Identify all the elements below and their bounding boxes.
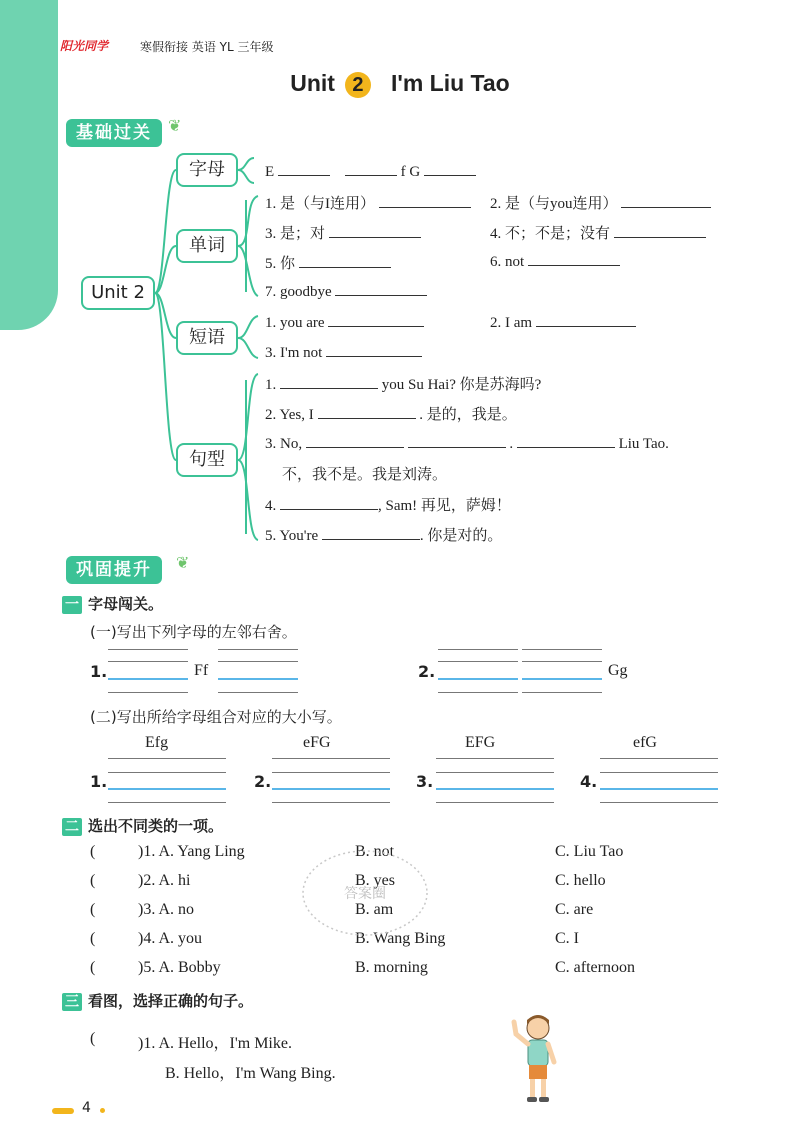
boy-illustration — [508, 1010, 564, 1106]
answer-blank[interactable] — [379, 194, 471, 208]
word-item: 1. 是（与I连用） — [265, 192, 471, 213]
branch-words: 单词 — [176, 229, 238, 263]
q2-row-4-c: C. I — [555, 930, 579, 947]
writing-baseline[interactable] — [218, 678, 298, 680]
branch-sentences: 句型 — [176, 443, 238, 477]
combo-1-number: 1. — [90, 772, 108, 791]
writing-baseline[interactable] — [438, 678, 518, 680]
q3-option-b: B. Hello，I'm Wang Bing. — [165, 1065, 336, 1082]
letter-blank[interactable] — [345, 162, 397, 176]
writing-baseline[interactable] — [522, 678, 602, 680]
writing-line[interactable] — [600, 802, 718, 803]
q2-row-4-b: B. Wang Bing — [355, 930, 446, 947]
answer-blank[interactable] — [335, 282, 427, 296]
footer-dot — [100, 1108, 105, 1113]
writing-baseline[interactable] — [600, 788, 718, 790]
question-1-heading: 一 字母闯关。 — [62, 593, 163, 614]
page-number: 4 — [82, 1100, 91, 1116]
q3-paren[interactable]: ( — [90, 1030, 96, 1047]
writing-line[interactable] — [108, 758, 226, 759]
writing-line[interactable] — [438, 649, 518, 650]
letter-blank[interactable] — [278, 162, 330, 176]
writing-line[interactable] — [108, 802, 226, 803]
q2-row-1-c: C. Liu Tao — [555, 843, 624, 860]
q1-item-1-letter: Ff — [194, 662, 209, 679]
answer-blank[interactable] — [318, 405, 416, 419]
q1-part2-instruction: (二)写出所给字母组合对应的大小写。 — [90, 708, 342, 726]
answer-blank[interactable] — [536, 313, 636, 327]
answer-blank[interactable] — [322, 526, 420, 540]
answer-blank[interactable] — [621, 194, 711, 208]
combo-2-number: 2. — [254, 772, 272, 791]
footer-bar — [52, 1108, 74, 1114]
q2-paren[interactable]: ( — [90, 930, 96, 947]
question-number-badge: 一 — [62, 596, 82, 614]
q2-row-5-a: )5. A. Bobby — [138, 959, 221, 976]
combo-3-number: 3. — [416, 772, 434, 791]
word-item: 4. 不；不是；没有 — [490, 222, 706, 243]
word-item: 5. 你 — [265, 252, 391, 273]
branch-letters: 字母 — [176, 153, 238, 187]
letter-e: E — [265, 164, 275, 180]
q2-row-1-b: B. not — [355, 843, 395, 860]
sentence-5: 5. You're . 你是对的。 — [265, 528, 503, 544]
letters-fg: f G — [400, 164, 421, 180]
writing-line[interactable] — [218, 649, 298, 650]
letter-blank[interactable] — [424, 162, 476, 176]
writing-line[interactable] — [218, 692, 298, 693]
sentence-3-translation: 不，我不是。我是刘涛。 — [282, 467, 448, 483]
question-number-badge: 三 — [62, 993, 82, 1011]
answer-blank[interactable] — [614, 224, 706, 238]
q2-row-2-b: B. yes — [355, 872, 395, 889]
sentence-3: 3. No, . Liu Tao. — [265, 436, 669, 452]
letters-row — [265, 162, 476, 181]
combo-4-text: efG — [633, 734, 657, 751]
combo-1-text: Efg — [145, 734, 169, 751]
q2-row-2-c: C. hello — [555, 872, 606, 889]
writing-line[interactable] — [600, 758, 718, 759]
word-item: 6. not — [490, 252, 620, 271]
writing-baseline[interactable] — [108, 788, 226, 790]
writing-baseline[interactable] — [272, 788, 390, 790]
mindmap-root: Unit 2 — [81, 276, 155, 310]
writing-line[interactable] — [436, 772, 554, 773]
answer-blank[interactable] — [328, 313, 424, 327]
writing-line[interactable] — [438, 661, 518, 662]
q2-paren[interactable]: ( — [90, 843, 96, 860]
phrase-item: 3. I'm not — [265, 343, 422, 362]
q2-row-3-b: B. am — [355, 901, 394, 918]
answer-blank[interactable] — [408, 434, 506, 448]
writing-baseline[interactable] — [436, 788, 554, 790]
sentence-4: 4. , Sam! 再见，萨姆！ — [265, 498, 511, 514]
q2-row-5-c: C. afternoon — [555, 959, 635, 976]
answer-blank[interactable] — [280, 496, 378, 510]
writing-line[interactable] — [108, 692, 188, 693]
question-number-badge: 二 — [62, 818, 82, 836]
q2-row-3-a: )3. A. no — [138, 901, 194, 918]
writing-line[interactable] — [272, 802, 390, 803]
combo-2-text: eFG — [303, 734, 331, 751]
combo-4-number: 4. — [580, 772, 598, 791]
q2-paren[interactable]: ( — [90, 872, 96, 889]
writing-line[interactable] — [436, 758, 554, 759]
phrase-item: 1. you are — [265, 313, 424, 332]
writing-line[interactable] — [522, 649, 602, 650]
q2-paren[interactable]: ( — [90, 901, 96, 918]
writing-line[interactable] — [108, 649, 188, 650]
brand-logo: 阳光同学 — [60, 39, 109, 53]
word-item: 2. 是（与you连用） — [490, 192, 711, 213]
watermark-stamp — [290, 838, 440, 948]
writing-line[interactable] — [600, 772, 718, 773]
answer-blank[interactable] — [280, 375, 378, 389]
q1-item-2-number: 2. — [418, 662, 436, 681]
q3-option-a: )1. A. Hello，I'm Mike. — [138, 1035, 292, 1052]
sentence-2: 2. Yes, I . 是的，我是。 — [265, 407, 517, 423]
writing-line[interactable] — [272, 758, 390, 759]
writing-line[interactable] — [522, 661, 602, 662]
sentence-1: 1. you Su Hai? 你是苏海吗? — [265, 377, 542, 393]
q2-row-5-b: B. morning — [355, 959, 428, 976]
leaf-icon: ❦ — [168, 116, 182, 135]
answer-blank[interactable] — [306, 434, 404, 448]
answer-blank[interactable] — [528, 252, 620, 266]
branch-phrases: 短语 — [176, 321, 238, 355]
writing-line[interactable] — [436, 802, 554, 803]
q2-row-1-a: )1. A. Yang Ling — [138, 843, 245, 860]
unit-number-badge: 2 — [345, 72, 371, 98]
writing-line[interactable] — [522, 692, 602, 693]
answer-blank[interactable] — [326, 343, 422, 357]
series-label: 寒假衔接 英语 YL 三年级 — [140, 40, 274, 54]
section-tab-consolidate: 巩固提升 — [66, 556, 162, 584]
writing-line[interactable] — [272, 772, 390, 773]
phrase-item: 2. I am — [490, 313, 636, 332]
writing-line[interactable] — [108, 772, 226, 773]
word-item: 3. 是；对 — [265, 222, 421, 243]
q2-row-3-c: C. are — [555, 901, 594, 918]
title-subtitle: I'm Liu Tao — [390, 70, 510, 96]
writing-line[interactable] — [218, 661, 298, 662]
writing-line[interactable] — [108, 661, 188, 662]
q1-item-2-letter: Gg — [608, 662, 628, 679]
q2-paren[interactable]: ( — [90, 959, 96, 976]
leaf-icon: ❦ — [176, 553, 190, 572]
answer-blank[interactable] — [299, 254, 391, 268]
q2-row-4-a: )4. A. you — [138, 930, 202, 947]
q2-row-2-a: )2. A. hi — [138, 872, 191, 889]
section-tab-basics: 基础过关 — [66, 119, 162, 147]
writing-line[interactable] — [438, 692, 518, 693]
answer-blank[interactable] — [517, 434, 615, 448]
q1-item-1-number: 1. — [90, 662, 108, 681]
question-2-heading: 二 选出不同类的一项。 — [62, 815, 223, 836]
writing-baseline[interactable] — [108, 678, 188, 680]
question-3-heading: 三 看图，选择正确的句子。 — [62, 990, 253, 1011]
svg-text:答案圈: 答案圈 — [344, 886, 386, 902]
combo-3-text: EFG — [465, 734, 496, 751]
answer-blank[interactable] — [329, 224, 421, 238]
word-item: 7. goodbye — [265, 282, 427, 301]
q1-part1-instruction: (一)写出下列字母的左邻右舍。 — [90, 623, 297, 641]
title-unit: Unit — [290, 70, 335, 96]
